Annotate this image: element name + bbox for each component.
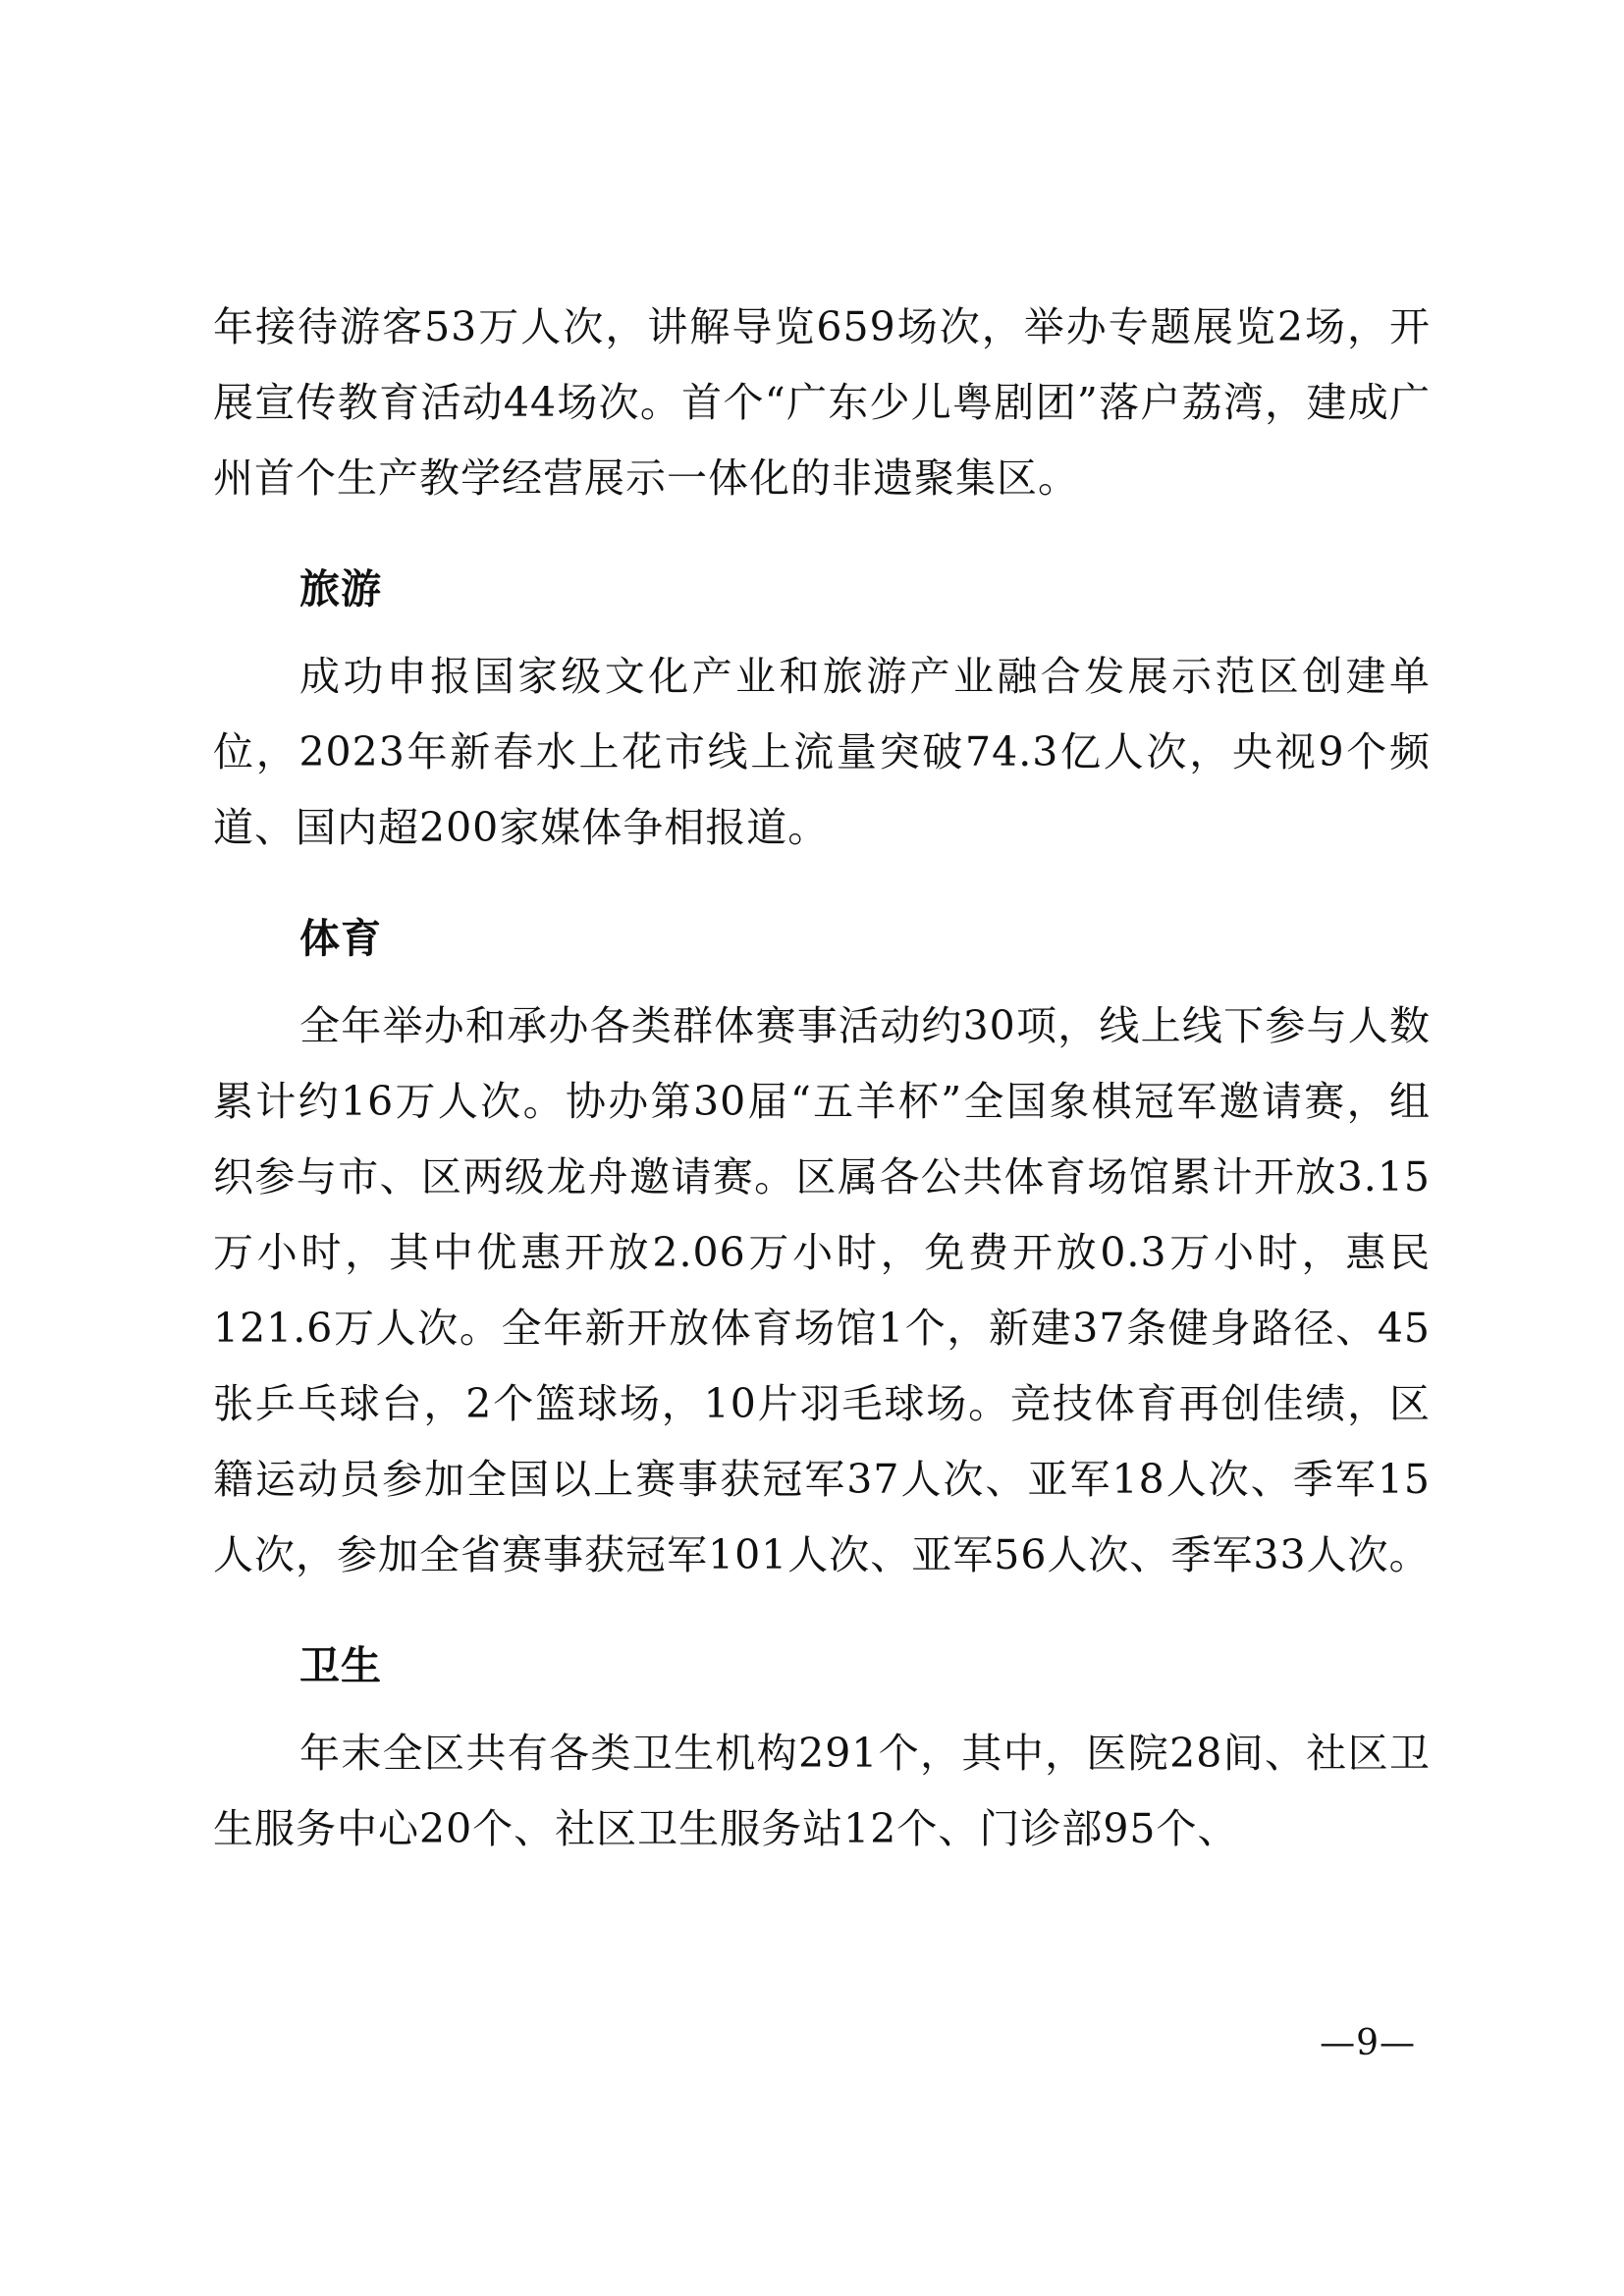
page-content [213, 290, 1431, 1867]
page-number: —9— [1320, 2023, 1416, 2063]
tourism-paragraph: 成功申报国家级文化产业和旅游产业融合发展示范区创建单位，2023年新春水上花市线上流量突破74.3亿人次，央视9个频道、国内超200家媒体争相报道。 [213, 653, 1431, 851]
intro-paragraph: 年接待游客53万人次，讲解导览659场次，举办专题展览2场，开展宣传教育活动44场次。首个“广东少儿粤剧团”落户荔湾，建成广州首个生产教学经营展示一体化的非遗聚集区。 [213, 303, 1431, 502]
section-gap [213, 1593, 1431, 1607]
sports-paragraph: 全年举办和承办各类群体赛事活动约30项，线上线下参与人数累计约16万人次。协办第30届“五羊杯”全国象棋冠军邀请赛，组织参与市、区两级龙舟邀请赛。区属各公共体育场馆累计开放3.15万小时，其中优惠开放2.06万小时，免费开放0.3万小时，惠民121.6万人次。全年新开放体育场馆1个，新建37条健身路径、45张乒乓球台，2个篮球场，10片羽毛球场。竞技体育再创佳绩，区籍运动员参加全国以上赛事获冠军37人次、亚军18人次、季军15人次，参加全省赛事获冠军101人次、亚军56人次、季军33人次。 [213, 1002, 1431, 1578]
section-gap [213, 516, 1431, 530]
section-heading-sports: 体育 [299, 915, 382, 962]
section-gap [213, 866, 1431, 880]
section-heading-tourism: 旅游 [299, 565, 382, 613]
section-heading-health: 卫生 [299, 1642, 382, 1689]
health-paragraph: 年末全区共有各类卫生机构291个，其中，医院28间、社区卫生服务中心20个、社区卫生服务站12个、门诊部95个、 [213, 1730, 1431, 1852]
